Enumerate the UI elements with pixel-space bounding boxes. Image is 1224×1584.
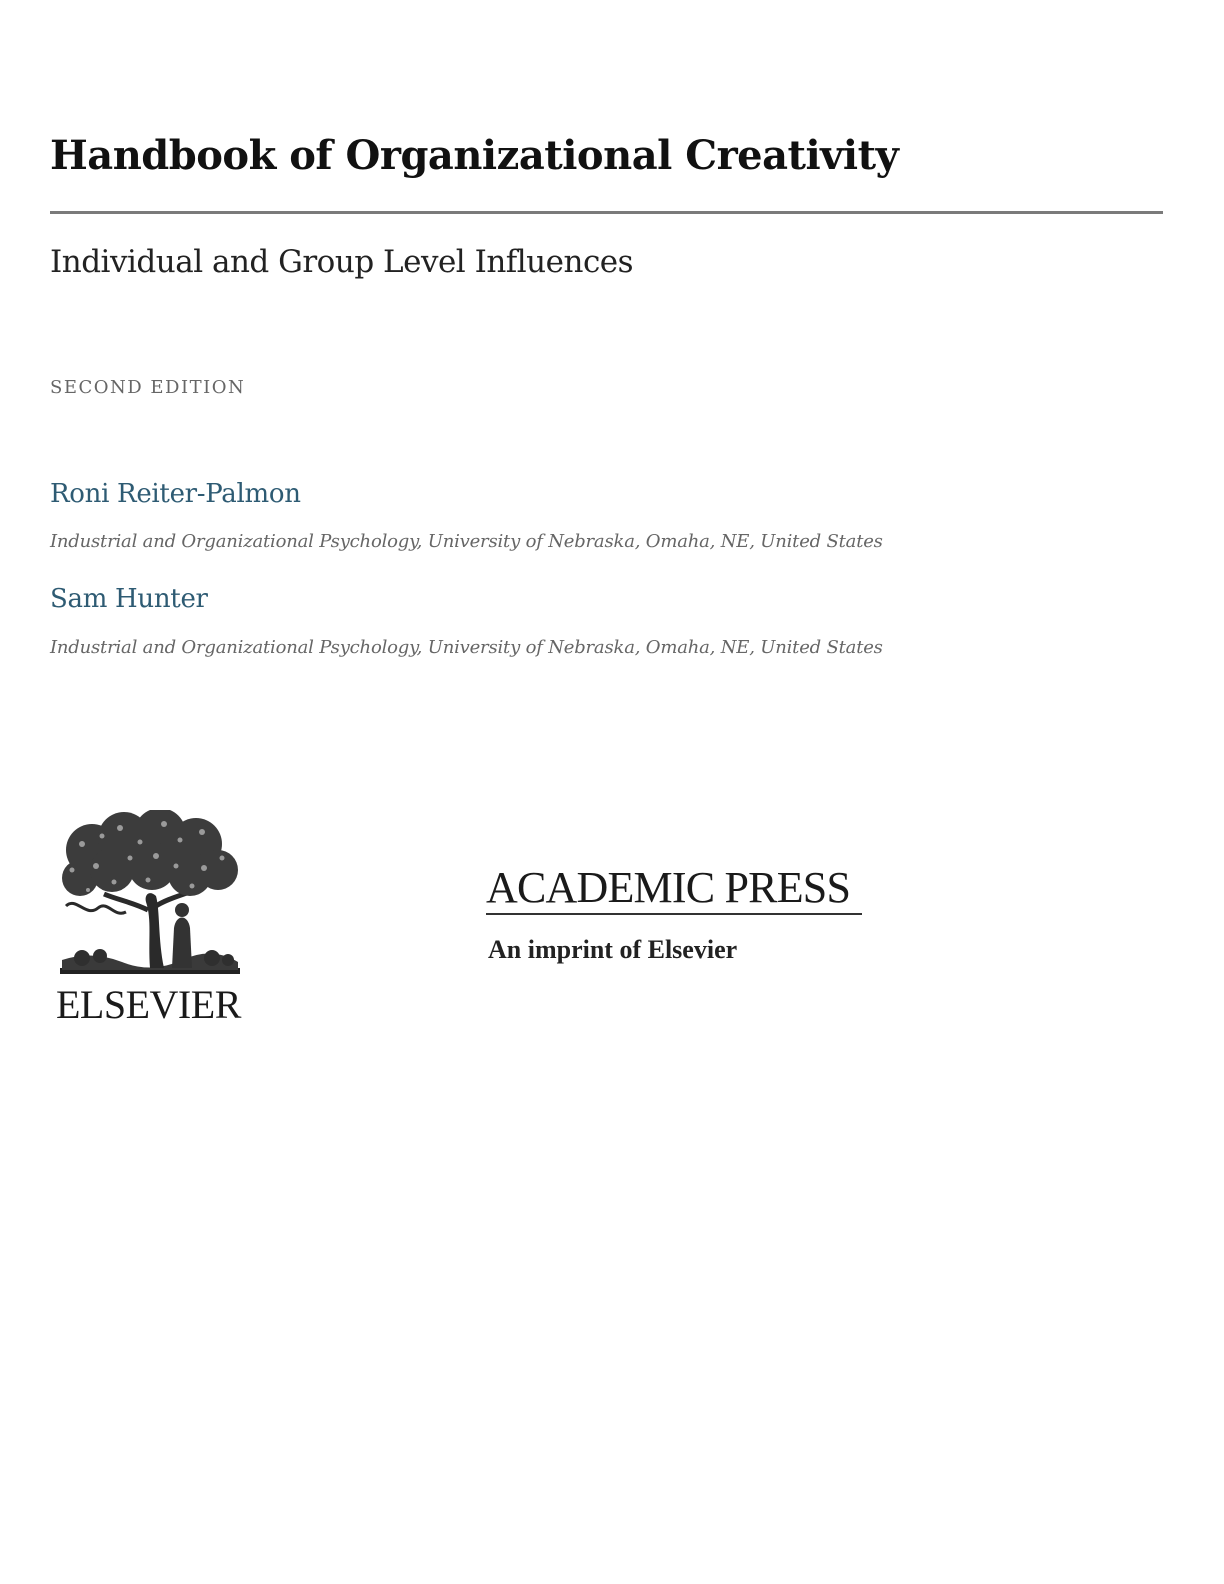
edition-label: SECOND EDITION [50,377,246,398]
author-name: Roni Reiter-Palmon [50,479,301,509]
academic-press-name: ACADEMIC PRESS [486,863,851,912]
author-affiliation: Industrial and Organizational Psychology, University of Nebraska, Omaha, NE, United States [50,637,883,658]
academic-press-divider [486,913,862,915]
author-name: Sam Hunter [50,584,208,614]
author-affiliation: Industrial and Organizational Psychology, University of Nebraska, Omaha, NE, United States [50,531,883,552]
elsevier-wordmark: ELSEVIER [56,982,241,1027]
title-divider [50,211,1163,214]
book-title: Handbook of Organizational Creativity [50,132,899,179]
imprint-line: An imprint of Elsevier [488,935,738,964]
book-subtitle: Individual and Group Level Influences [50,244,634,280]
